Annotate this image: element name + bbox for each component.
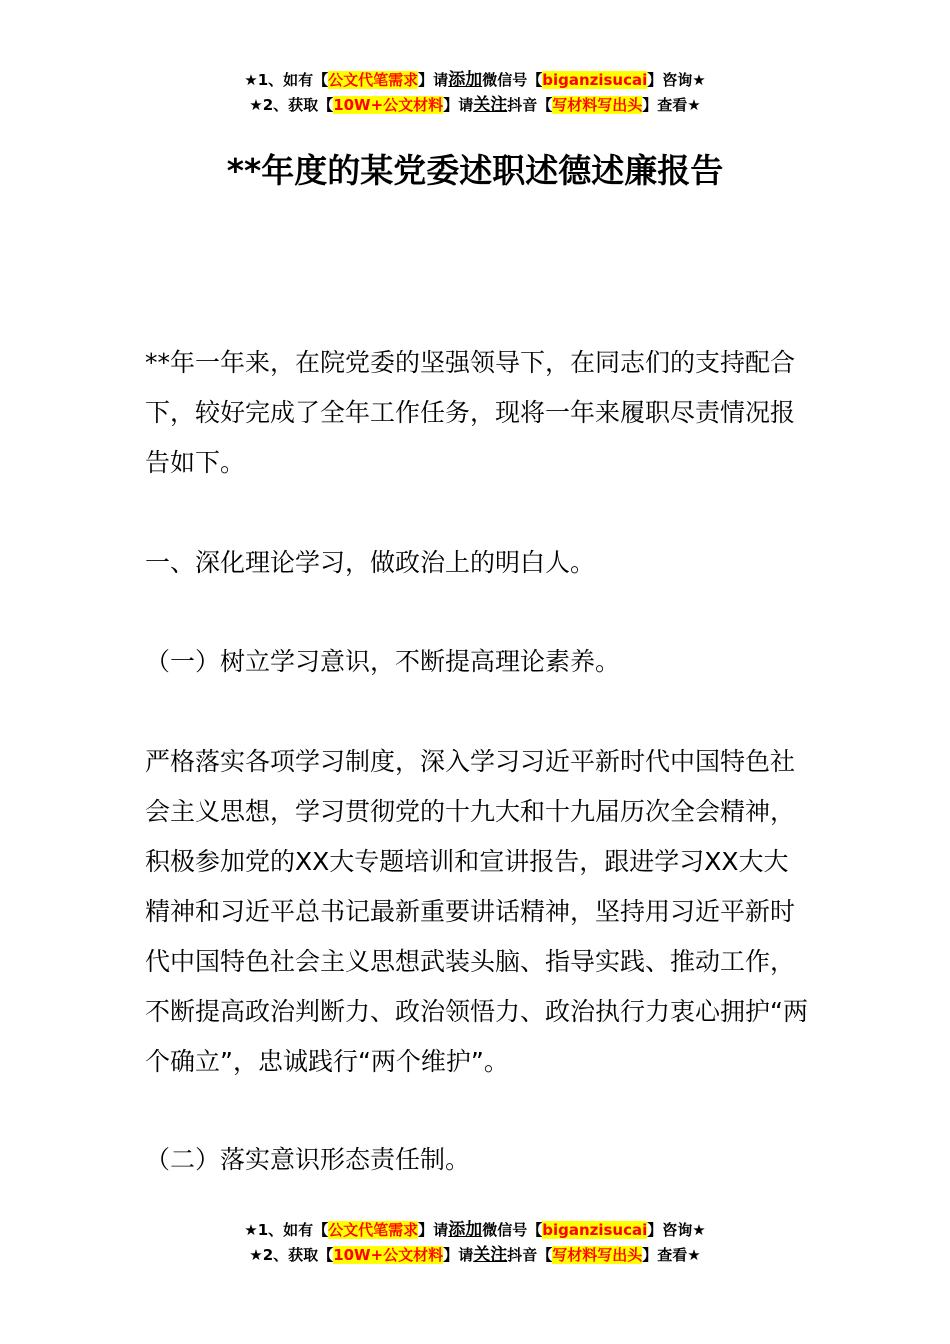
banner-text: 】请 <box>443 96 474 114</box>
section-heading-1: 一、深化理论学习，做政治上的明白人。 <box>145 548 596 577</box>
banner-line-1 <box>0 68 950 93</box>
banner-highlight: biganzisucai <box>542 1221 648 1239</box>
header-banner <box>0 68 950 118</box>
subsection-heading-1: （一）树立学习意识，不断提高理论素养。 <box>145 647 621 676</box>
banner-highlight: biganzisucai <box>542 71 648 89</box>
banner-text: 】咨询★ <box>647 1221 706 1239</box>
banner-text: 】查看★ <box>642 1246 701 1264</box>
banner-underline: 关注 <box>473 1245 508 1265</box>
banner-text: 】查看★ <box>642 96 701 114</box>
banner-highlight: 公文代笔需求 <box>328 71 419 89</box>
banner-line-1 <box>0 1218 950 1243</box>
document-title: **年度的某党委述职述德述廉报告 <box>226 151 724 190</box>
banner-text: 微信号【 <box>482 1221 543 1239</box>
banner-underline: 添加 <box>448 70 483 90</box>
banner-highlight: 写材料写出头 <box>552 96 643 114</box>
banner-text: 抖音【 <box>507 1246 553 1264</box>
banner-line-2 <box>0 1243 950 1268</box>
banner-text: 】咨询★ <box>647 71 706 89</box>
banner-text: ★2、获取【 <box>249 1246 334 1264</box>
body-paragraph-1: 严格落实各项学习制度，深入学习习近平新时代中国特色社会主义思想，学习贯彻党的十九大和十九届历次全会精神，积极参加党的XX大专题培训和宣讲报告，跟进学习XX大大精神和习近平总书记最新重要讲话精神，坚持用习近平新时代中国特色社会主义思想武装头脑、指导实践、推动工作，不断提高政治判断力、政治领悟力、政治执行力衷心拥护“两个确立”，忠诚践行“两个维护”。 <box>145 747 808 1076</box>
subsection-heading-2: （二）落实意识形态责任制。 <box>145 1145 471 1174</box>
banner-underline: 关注 <box>473 95 508 115</box>
banner-text: 】请 <box>418 1221 449 1239</box>
banner-highlight: 写材料写出头 <box>552 1246 643 1264</box>
banner-text: 】请 <box>443 1246 474 1264</box>
footer-banner <box>0 1218 950 1268</box>
banner-underline: 添加 <box>448 1220 483 1240</box>
banner-text: ★1、如有【 <box>244 1221 329 1239</box>
banner-line-2 <box>0 93 950 118</box>
banner-text: ★1、如有【 <box>244 71 329 89</box>
banner-text: 】请 <box>418 71 449 89</box>
banner-text: 微信号【 <box>482 71 543 89</box>
banner-text: 抖音【 <box>507 96 553 114</box>
intro-paragraph: **年一年来，在院党委的坚强领导下，在同志们的支持配合下，较好完成了全年工作任务，现将一年来履职尽责情况报告如下。 <box>145 348 796 477</box>
banner-highlight: 10W+公文材料 <box>333 96 444 114</box>
banner-text: ★2、获取【 <box>249 96 334 114</box>
banner-highlight: 10W+公文材料 <box>333 1246 444 1264</box>
banner-highlight: 公文代笔需求 <box>328 1221 419 1239</box>
